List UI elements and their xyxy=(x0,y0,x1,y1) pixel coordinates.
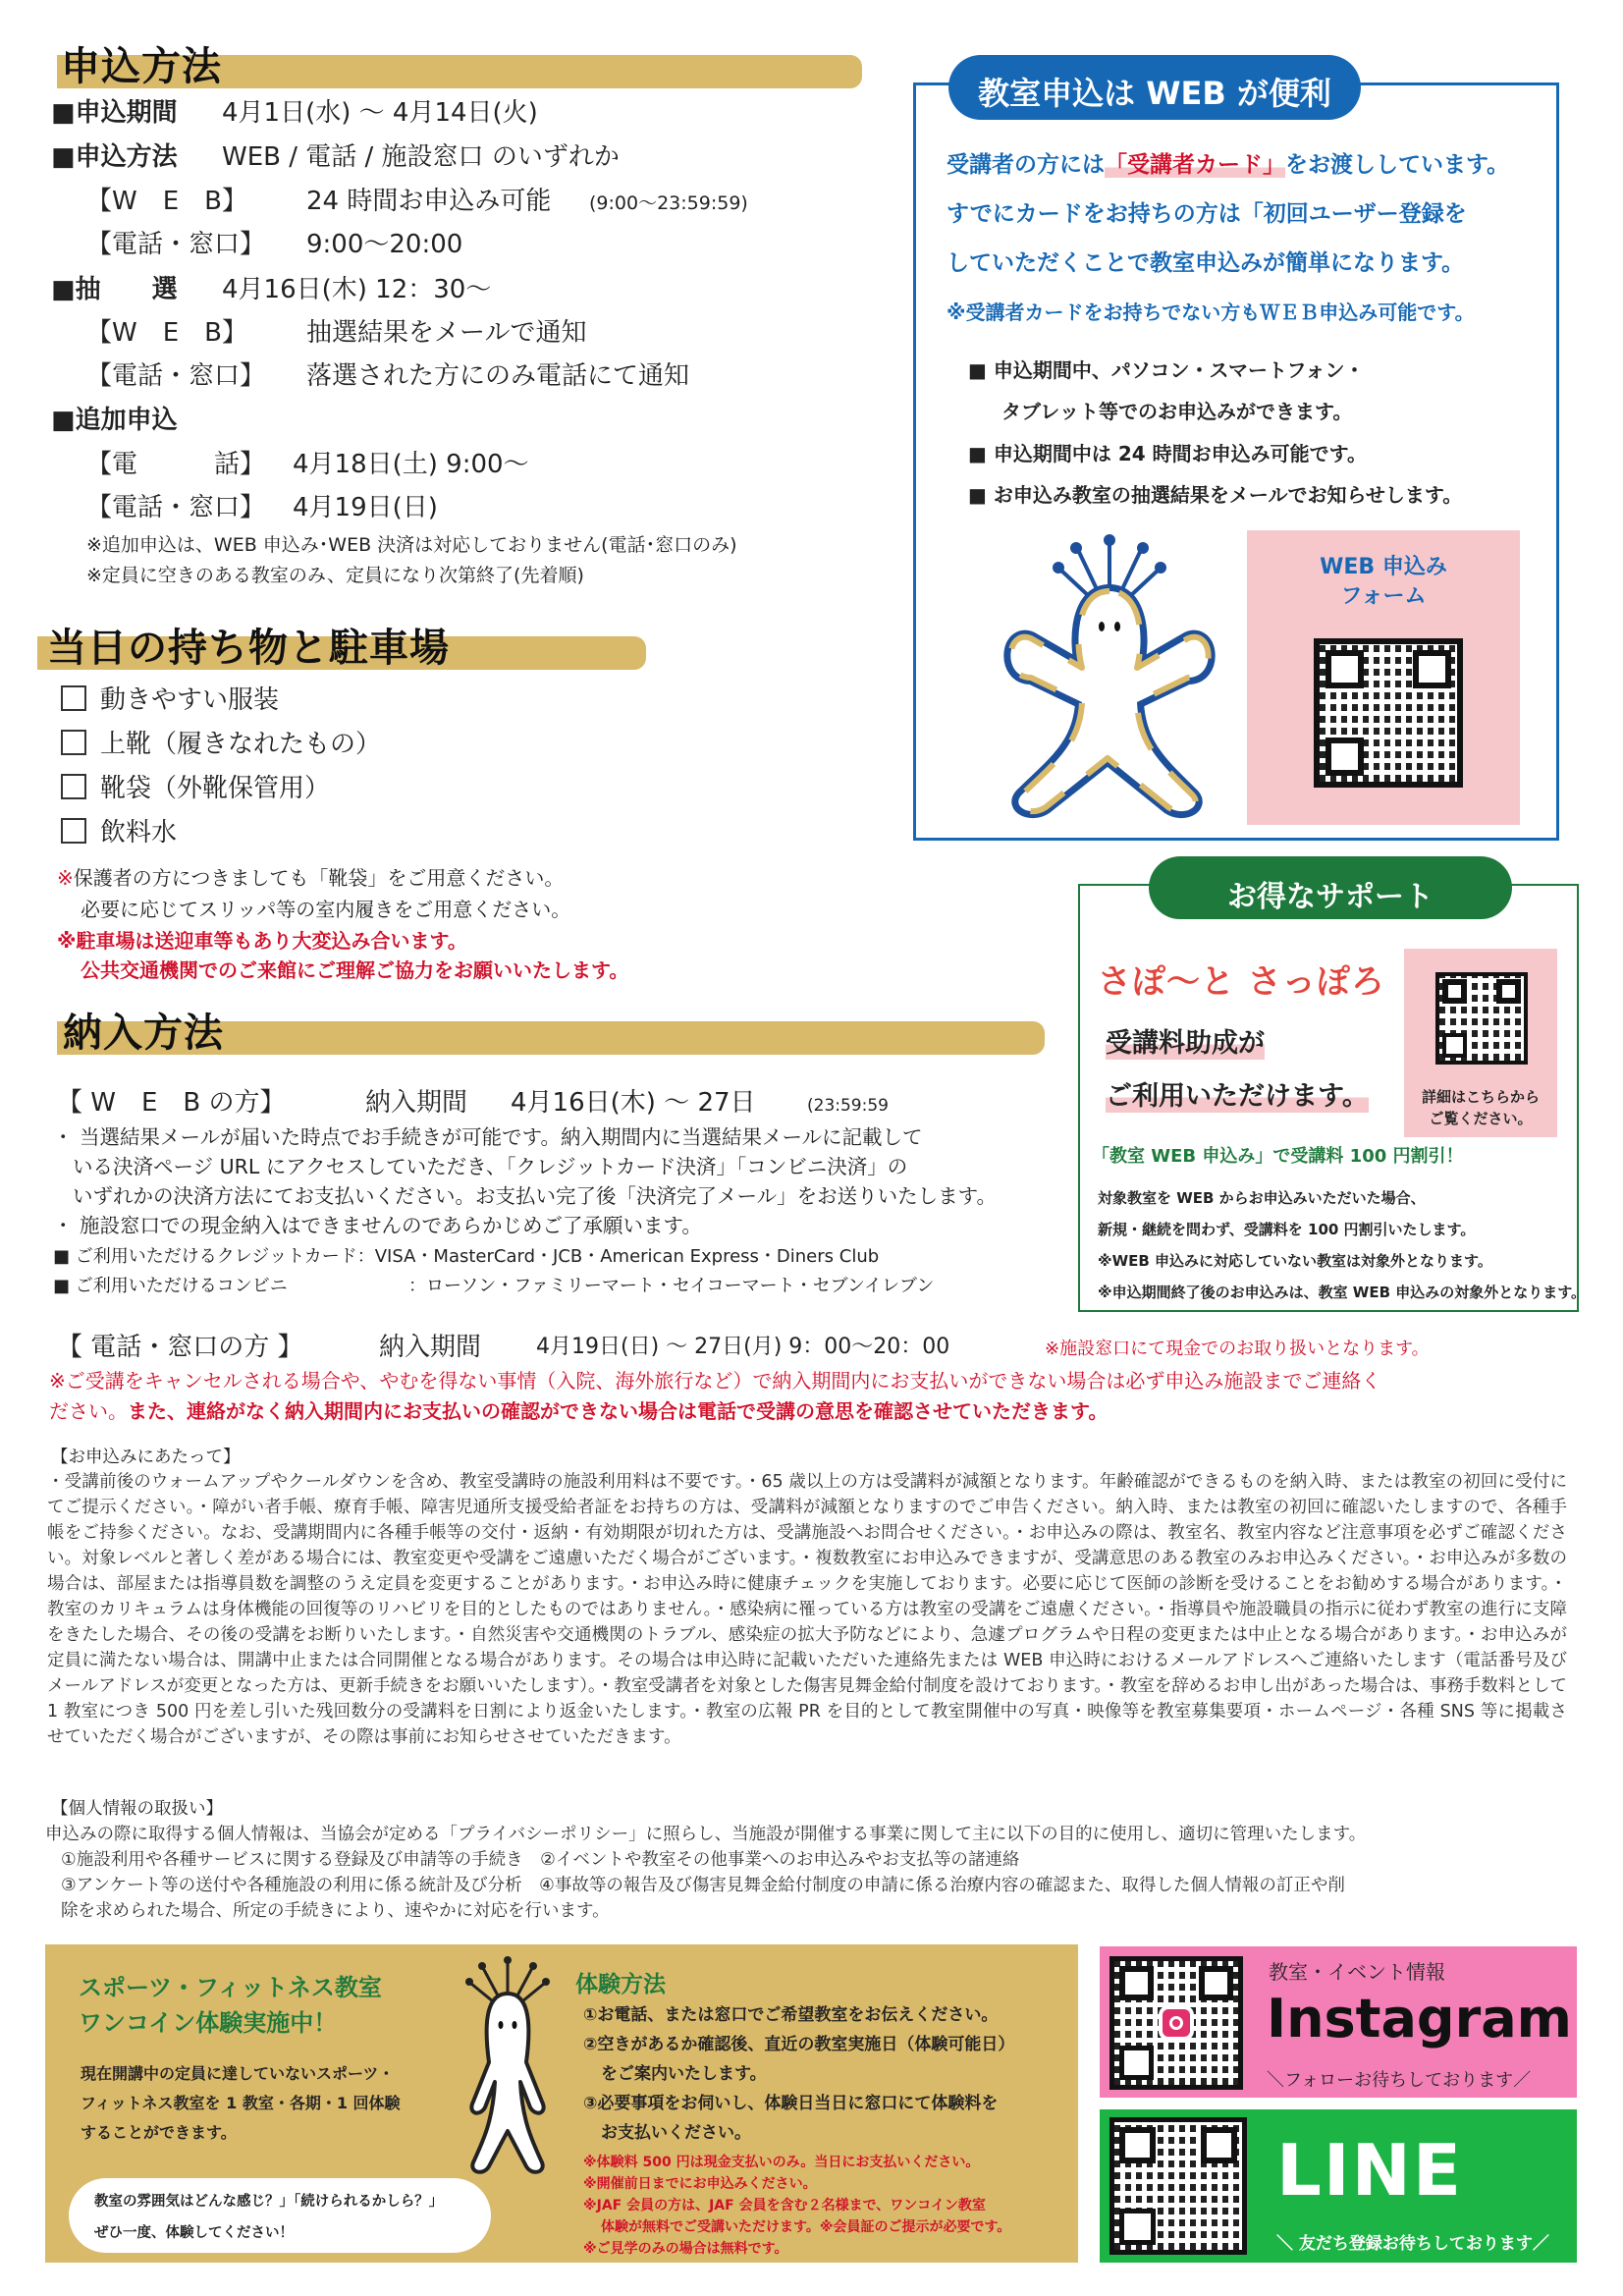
payment-web-period-label: 納入期間 xyxy=(365,1088,468,1118)
trial-note-1: ※体験料 500 円は現金支払いのみ。当日にお支払いください。 xyxy=(583,2155,980,2170)
lottery-phone-label: 【電話・窓口】 xyxy=(86,361,266,391)
instagram-name: Instagram xyxy=(1267,1988,1572,2050)
mascot-illustration xyxy=(992,530,1227,825)
belongings-heading: 当日の持ち物と駐車場 xyxy=(47,626,450,671)
checkbox-icon xyxy=(61,774,86,799)
lottery-phone-value: 落選された方にのみ電話にて通知 xyxy=(306,361,690,391)
checkbox-icon xyxy=(61,685,86,711)
parking-note-2: 公共交通機関でのご来館にご理解ご協力をお願いいたします。 xyxy=(81,958,629,982)
trial-step-3b: お支払いください。 xyxy=(601,2123,751,2143)
trial-note-3: ※JAF 会員の方は、JAF 会員を含む２名様まで、ワンコイン教室 xyxy=(583,2198,986,2214)
belonging-item: 靴袋（外靴保管用） xyxy=(61,774,330,803)
payment-cancel-1: ※ご受講をキャンセルされる場合や、やむを得ない事情（入院、海外旅行など）で納入期間内にお支払いができない場合は必ず申込み施設までご連絡く xyxy=(49,1369,1381,1393)
payment-phone-head: 【 電話・窓口の方 】 xyxy=(57,1333,303,1362)
add-window-value: 4月19日(日) xyxy=(293,493,438,522)
add-window-label: 【電話・窓口】 xyxy=(86,493,266,522)
checkbox-icon xyxy=(61,730,86,755)
lottery-web-value: 抽選結果をメールで通知 xyxy=(306,318,587,348)
payment-heading: 納入方法 xyxy=(63,1011,224,1056)
web-bullet-1b: タブレット等でのお申込みができます。 xyxy=(1001,400,1353,423)
payment-stores: ：ローソン・ファミリーマート・セイコーマート・セブンイレブン xyxy=(408,1276,935,1296)
privacy-body: 申込みの際に取得する個人情報は、当協会が定める「プライバシーポリシー」に照らし、当施設が開催する事業に関して主に以下の目的に使用し、適切に管理いたします。 xyxy=(45,1825,1367,1844)
trial-step-1: ①お電話、または窓口でご希望教室をお伝えください。 xyxy=(583,2005,999,2025)
support-headline: 「教室 WEB 申込み」で受講料 100 円割引！ xyxy=(1092,1146,1464,1167)
web-line-1: 受講者の方には「受講者カード」をお渡ししています。 xyxy=(947,152,1510,178)
payment-stores-label: ■ ご利用いただけるコンビニ xyxy=(53,1276,288,1296)
trial-desc-1: 現在開講中の定員に達していないスポーツ・ xyxy=(81,2064,395,2083)
apply-web-hours: (9:00〜23:59:59) xyxy=(589,192,748,214)
payment-web-line-4: ・ 施設窓口での現金納入はできませんのであらかじめご了承願います。 xyxy=(53,1214,702,1237)
trial-desc-2: フィットネス教室を 1 教室・各期・1 回体験 xyxy=(81,2094,401,2112)
lottery-value: 4月16日(木) 12：30〜 xyxy=(222,275,492,304)
apply-period-label: ■申込期間 xyxy=(51,98,178,128)
payment-web-line-1: ・ 当選結果メールが届いた時点でお手続きが可能です。納入期間内に当選結果メールに記載して xyxy=(53,1125,923,1149)
payment-cards: ■ ご利用いただけるクレジットカード：VISA・MasterCard・JCB・American Express・Diners Club xyxy=(53,1246,880,1267)
notes-heading: 【お申込みにあたって】 xyxy=(51,1448,241,1467)
trial-title-1: スポーツ・フィットネス教室 xyxy=(79,1974,382,2001)
add-phone-value: 4月18日(土) 9:00〜 xyxy=(293,450,529,479)
payment-phone-period-label: 納入期間 xyxy=(379,1333,482,1362)
web-form-label-2: フォーム xyxy=(1340,584,1427,609)
support-title: お得なサポート xyxy=(1227,880,1434,914)
privacy-item-3: 除を求められた場合、所定の手続きにより、速やかに対応を行います。 xyxy=(61,1901,610,1921)
trial-method-heading: 体験方法 xyxy=(575,1972,666,1997)
parking-note-1: ※駐車場は送迎車等もあり大変込み合います。 xyxy=(57,929,467,953)
line-name: LINE xyxy=(1276,2129,1464,2212)
web-bullet-2: ■ 申込期間中は 24 時間お申込み可能です。 xyxy=(968,442,1368,465)
trial-note-2: ※開催前日までにお申込みください。 xyxy=(583,2176,817,2192)
apply-note-2: ※定員に空きのある教室のみ、定員になり次第終了(先着順) xyxy=(86,565,584,586)
apply-note-1: ※追加申込は、WEB 申込み･WEB 決済は対応しておりません(電話･窓口のみ) xyxy=(86,534,737,556)
add-phone-label: 【電 話】 xyxy=(86,450,266,479)
belongings-note-1: ※保護者の方につきましても「靴袋」をご用意ください。 xyxy=(57,866,565,890)
support-line-1: 受講料助成が xyxy=(1106,1021,1265,1060)
additional-label: ■追加申込 xyxy=(51,406,178,435)
trial-bubble-2: ぜひ一度、体験してください！ xyxy=(94,2225,294,2241)
web-line-4: ※受講者カードをお持ちでない方もＷＥＢ申込み可能です。 xyxy=(947,301,1475,324)
trial-mascot-illustration xyxy=(454,1954,562,2180)
trial-bubble-1: 教室の雰囲気はどんな感じ？」「続けられるかしら？」 xyxy=(94,2194,444,2210)
belonging-item: 上靴（履きなれたもの） xyxy=(61,730,381,759)
payment-phone-note: ※施設窓口にて現金でのお取り扱いとなります。 xyxy=(1045,1339,1430,1359)
apply-phone-label: 【電話・窓口】 xyxy=(86,230,266,259)
payment-web-line-2: いる決済ページ URL にアクセスしていただき、「クレジットカード決済」「コンビニ決済」の xyxy=(73,1155,908,1178)
checkbox-icon xyxy=(61,818,86,844)
instagram-label: 教室・イベント情報 xyxy=(1269,1960,1445,1984)
privacy-item-1: ①施設利用や各種サービスに関する登録及び申請等の手続き ②イベントや教室その他事業へのお申込みやお支払等の諸連絡 xyxy=(61,1850,1020,1870)
support-detail-2: ご覧ください。 xyxy=(1429,1110,1533,1127)
web-line-3: していただくことで教室申込みが簡単になります。 xyxy=(947,250,1465,276)
support-detail-1: 詳細はこちらから xyxy=(1421,1088,1540,1106)
instagram-camera-icon xyxy=(1159,2005,1194,2041)
payment-phone-period: 4月19日(日) 〜 27日(月) 9：00〜20：00 xyxy=(536,1335,950,1359)
support-logo: さぽ〜と さっぽろ xyxy=(1098,962,1385,1002)
web-form-qr-code[interactable] xyxy=(1314,638,1463,788)
support-qr-code[interactable] xyxy=(1435,972,1528,1065)
trial-step-2: ②空きがあるか確認後、直近の教室実施日（体験可能日） xyxy=(583,2035,1015,2054)
support-line-2: ご利用いただけます。 xyxy=(1106,1074,1369,1113)
trial-note-3b: 体験が無料でご受講いただけます。※会員証のご提示が必要です。 xyxy=(601,2219,1011,2235)
payment-web-period-time: (23:59:59 xyxy=(807,1096,889,1116)
instagram-follow: ＼フォローお待ちしております／ xyxy=(1267,2070,1532,2091)
web-form-label-1: WEB 申込み xyxy=(1320,555,1447,579)
trial-note-4: ※ご見学のみの場合は無料です。 xyxy=(583,2241,788,2257)
web-line-2: すでにカードをお持ちの方は「初回ユーザー登録を xyxy=(947,201,1467,227)
payment-web-period: 4月16日(木) 〜 27日 xyxy=(511,1088,756,1118)
web-bullet-3: ■ お申込み教室の抽選結果をメールでお知らせします。 xyxy=(968,483,1463,507)
payment-web-head: 【 W E B の方】 xyxy=(57,1088,286,1118)
apply-heading: 申込方法 xyxy=(61,44,222,89)
trial-title-2: ワンコイン体験実施中！ xyxy=(79,2009,338,2037)
lottery-label: ■抽 選 xyxy=(51,275,178,304)
notes-body: ・受講前後のウォームアップやクールダウンを含め、教室受講時の施設利用料は不要です。・65 歳以上の方は受講料が減額となります。年齢確認ができるものを納入時、または教室の初回に受付にてご提示ください。・障がい者手帳、療育手帳、障害児通所支援受給者証をお持ちの方は、受講料が減額となりますのでご申告ください。納入時、または教室の初回に確認いたしますので、各種手帳をご持参ください。なお、受講期間内に各種手帳等の交付・返納・有効期限が切れた方は、受講施設へお問合せください。・お申込みの際は、教室名、教室内容など注意事項を必ずご確認ください。対象レベルと著しく差がある場合には、教室変更や受講をご遠慮いただく場合がございます。・複数教室にお申込みできますが、受講意思のある教室のみお申込みください。・お申込みが多数の場合は、部屋または指導員数を調整のうえ定員を変更することがあります。・お申込み時に健康チェックを実施しております。必要に応じて医師の診断を受けることをお勧めする場合があります。・教室のカリキュラムは身体機能の回復等のリハビリを目的としたものではありません。・感染病に罹っている方は教室の受講をご遠慮ください。・指導員や施設職員の指示に従わず教室の進行に支障をきたした場合、その後の受講をお断りいたします。・自然災害や交通機関のトラブル、感染症の拡大予防などにより、急遽プログラムや日程の変更または中止となる場合があります。・お申込みが定員に満たない場合は、開講中止または合同開催となる場合があります。その場合は申込時に記載いただいた連絡先または WEB 申込時におけるメールアドレスへご連絡いたします（電話番号及びメールアドレスが変更となった方は、更新手続きをお願いいたします）。・教室受講者を対象とした傷害見舞金給付制度を設けております。・教室を辞めるお申し出があった場合は、事務手数料として 1 教室につき 500 円を差し引いた残回数分の受講料を日割により返金いたします。・教室の広報 PR を目的として教室開催中の写真・映像等を教室募集要項・ホームページ・各種 SNS 等に掲載させていただく場合がございますが、その際は事前にお知らせさせていただきます。 xyxy=(47,1472,1567,1747)
web-bullet-1: ■ 申込期間中、パソコン・スマートフォン・ xyxy=(968,358,1365,382)
payment-web-line-3: いずれかの決済方法にてお支払いください。お支払い完了後「決済完了メール」をお送りいたします。 xyxy=(73,1184,997,1208)
privacy-heading: 【個人情報の取扱い】 xyxy=(51,1799,223,1819)
support-note-4: ※申込期間終了後のお申込みは、教室 WEB 申込みの対象外となります。 xyxy=(1098,1284,1587,1301)
belonging-item: 飲料水 xyxy=(61,818,177,847)
support-note-2: 新規・継続を問わず、受講料を 100 円割引いたします。 xyxy=(1098,1221,1476,1238)
lottery-web-label: 【W E B】 xyxy=(86,318,247,348)
support-note-3: ※WEB 申込みに対応していない教室は対象外となります。 xyxy=(1098,1252,1492,1270)
apply-period-value: 4月1日(水) 〜 4月14日(火) xyxy=(222,98,538,128)
web-apply-title: 教室申込は WEB が便利 xyxy=(978,75,1331,112)
belongings-note-2: 必要に応じてスリッパ等の室内履きをご用意ください。 xyxy=(81,898,571,921)
line-qr-code[interactable] xyxy=(1109,2117,1247,2255)
support-note-1: 対象教室を WEB からお申込みいただいた場合、 xyxy=(1098,1189,1426,1207)
trial-step-2b: をご案内いたします。 xyxy=(601,2064,767,2084)
apply-phone-value: 9:00〜20:00 xyxy=(306,230,463,259)
apply-method-value: WEB / 電話 / 施設窓口 のいずれか xyxy=(222,142,620,172)
privacy-item-2: ③アンケート等の送付や各種施設の利用に係る統計及び分析 ④事故等の報告及び傷害見舞金給付制度の申請に係る治療内容の確認また、取得した個人情報の訂正や削 xyxy=(61,1876,1345,1895)
trial-step-3: ③必要事項をお伺いし、体験日当日に窓口にて体験料を xyxy=(583,2094,999,2113)
line-follow: ＼ 友だち登録お待ちしております／ xyxy=(1276,2234,1549,2254)
apply-method-label: ■申込方法 xyxy=(51,142,178,172)
trial-desc-3: することができます。 xyxy=(81,2123,237,2142)
apply-web-label: 【W E B】 xyxy=(86,187,247,216)
payment-cancel-2: ださい。また、連絡がなく納入期間内にお支払いの確認ができない場合は電話で受講の意思を確認させていただきます。 xyxy=(49,1399,1109,1423)
apply-web-value: 24 時間お申込み可能 xyxy=(306,187,552,216)
belonging-item: 動きやすい服装 xyxy=(61,685,279,715)
